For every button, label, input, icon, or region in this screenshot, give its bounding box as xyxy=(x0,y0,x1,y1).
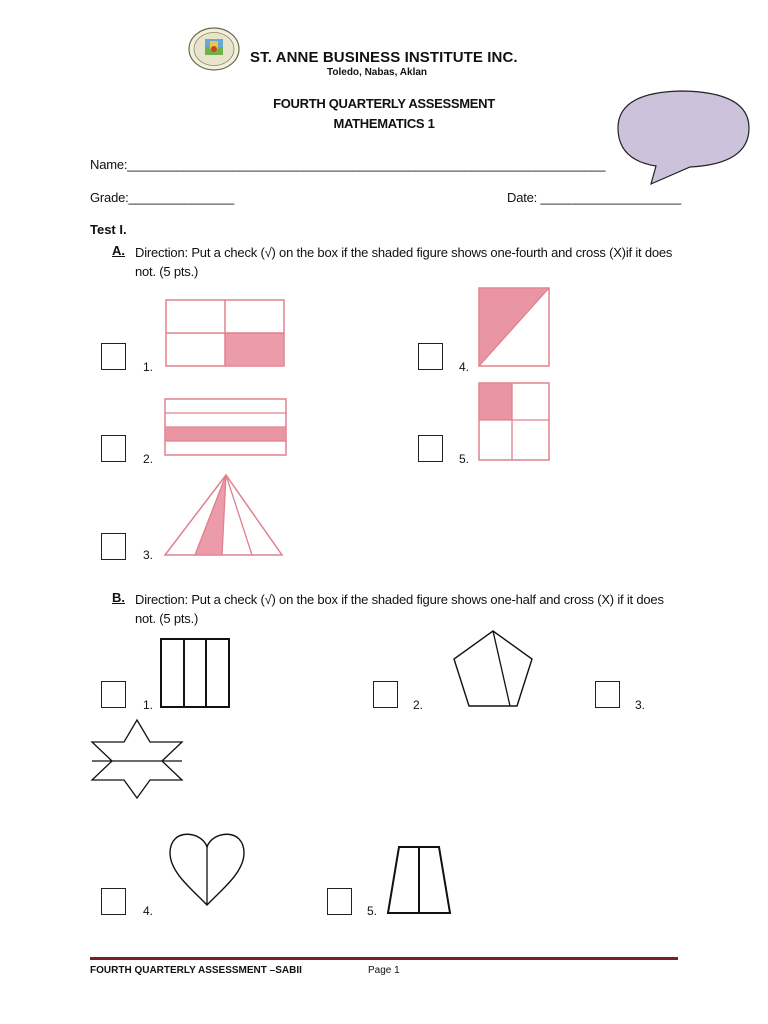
figure-b5-trapezoid xyxy=(384,844,454,916)
item-number-a5: 5. xyxy=(459,452,470,466)
item-number-b4: 4. xyxy=(143,904,154,918)
answer-box-a1[interactable] xyxy=(101,343,126,370)
figure-b2-pentagon xyxy=(450,628,536,710)
figure-a4-square-diagonal xyxy=(476,285,552,369)
figure-a5-grid-square xyxy=(476,380,552,464)
figure-b1-rectangle-thirds xyxy=(158,636,232,710)
part-a-letter: A. xyxy=(112,243,125,258)
answer-box-a5[interactable] xyxy=(418,435,443,462)
page-number: Page 1 xyxy=(368,965,400,976)
item-number-b2: 2. xyxy=(413,698,424,712)
answer-box-b2[interactable] xyxy=(373,681,398,708)
item-number-b1: 1. xyxy=(143,698,154,712)
school-address: Toledo, Nabas, Aklan xyxy=(327,67,428,78)
item-number-b5: 5. xyxy=(367,904,378,918)
footer-label: FOURTH QUARTERLY ASSESSMENT –SABII xyxy=(90,965,302,976)
figure-b4-heart xyxy=(166,829,248,909)
part-b-letter: B. xyxy=(112,590,125,605)
name-field[interactable]: Name:____________________________________________________________________ xyxy=(90,157,606,172)
answer-box-b3[interactable] xyxy=(595,681,620,708)
item-number-a3: 3. xyxy=(143,548,154,562)
school-logo xyxy=(188,27,240,71)
footer-rule xyxy=(90,957,678,960)
assessment-title: FOURTH QUARTERLY ASSESSMENT xyxy=(273,96,495,111)
item-number-a2: 2. xyxy=(143,452,154,466)
answer-box-b5[interactable] xyxy=(327,888,352,915)
school-name: ST. ANNE BUSINESS INSTITUTE INC. xyxy=(250,49,518,66)
speech-bubble xyxy=(616,88,752,186)
answer-box-b1[interactable] xyxy=(101,681,126,708)
grade-field[interactable]: Grade:_______________ xyxy=(90,190,234,205)
part-b-direction: Direction: Put a check (√) on the box if the shaded figure shows one-half and cross (X) if it does not. (5 pts.) xyxy=(135,592,664,626)
subject-title: MATHEMATICS 1 xyxy=(333,116,435,131)
answer-box-a2[interactable] xyxy=(101,435,126,462)
test-title: Test I. xyxy=(90,222,127,237)
item-number-b3: 3. xyxy=(635,698,646,712)
item-number-a4: 4. xyxy=(459,360,470,374)
part-a-direction: Direction: Put a check (√) on the box if the shaded figure shows one-fourth and cross (X)if it does not. (5 pts.) xyxy=(135,245,673,279)
answer-box-a4[interactable] xyxy=(418,343,443,370)
figure-b3-star xyxy=(88,716,186,802)
date-field[interactable]: Date: ____________________ xyxy=(507,190,682,205)
answer-box-b4[interactable] xyxy=(101,888,126,915)
figure-a2-striped-rectangle xyxy=(155,392,290,462)
answer-box-a3[interactable] xyxy=(101,533,126,560)
figure-a3-triangle xyxy=(160,472,288,560)
item-number-a1: 1. xyxy=(143,360,154,374)
figure-a1-rectangle-quarter xyxy=(155,292,287,370)
